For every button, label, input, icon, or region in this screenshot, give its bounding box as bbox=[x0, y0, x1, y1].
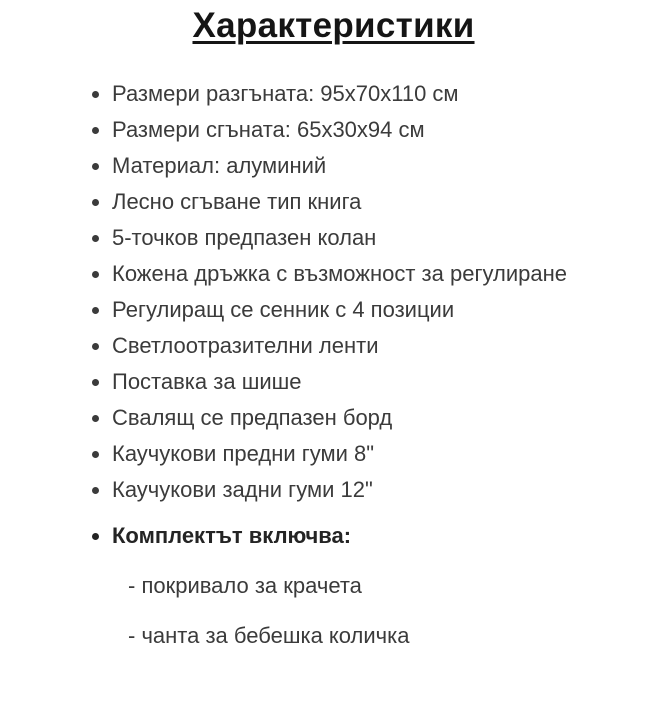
spec-item-dimensions-folded: • Размери сгъната: 65х30х94 см bbox=[112, 112, 572, 148]
spec-item-material: • Материал: алуминий bbox=[112, 148, 572, 184]
includes-item-bag: - чанта за бебешка количка bbox=[128, 623, 410, 648]
includes-list bbox=[0, 518, 667, 554]
spec-item-harness: • 5-точков предпазен колан bbox=[112, 220, 572, 256]
spec-item-bumper-bar: • Свалящ се предпазен борд bbox=[112, 400, 572, 436]
characteristics-section bbox=[0, 4, 667, 704]
spec-item-canopy: • Регулиращ се сенник с 4 позиции bbox=[112, 292, 572, 328]
spec-item-bottle-holder: • Поставка за шише bbox=[112, 364, 572, 400]
spec-item-handle: • Кожена дръжка с възможност за регулиране bbox=[112, 256, 572, 292]
spec-list bbox=[0, 76, 667, 508]
page-title: Характеристики bbox=[192, 6, 475, 45]
spec-item-reflective-strips: • Светлоотразителни ленти bbox=[112, 328, 572, 364]
spec-item-dimensions-unfolded: • Размери разгъната: 95х70х110 см bbox=[112, 76, 572, 112]
includes-item-footcover: - покривало за крачета bbox=[128, 573, 362, 598]
spec-item-rear-wheels: • Каучукови задни гуми 12" bbox=[112, 472, 572, 508]
spec-item-front-wheels: • Каучукови предни гуми 8" bbox=[112, 436, 572, 472]
includes-heading: • Комплектът включва: bbox=[112, 518, 572, 554]
spec-item-folding: • Лесно сгъване тип книга bbox=[112, 184, 572, 220]
